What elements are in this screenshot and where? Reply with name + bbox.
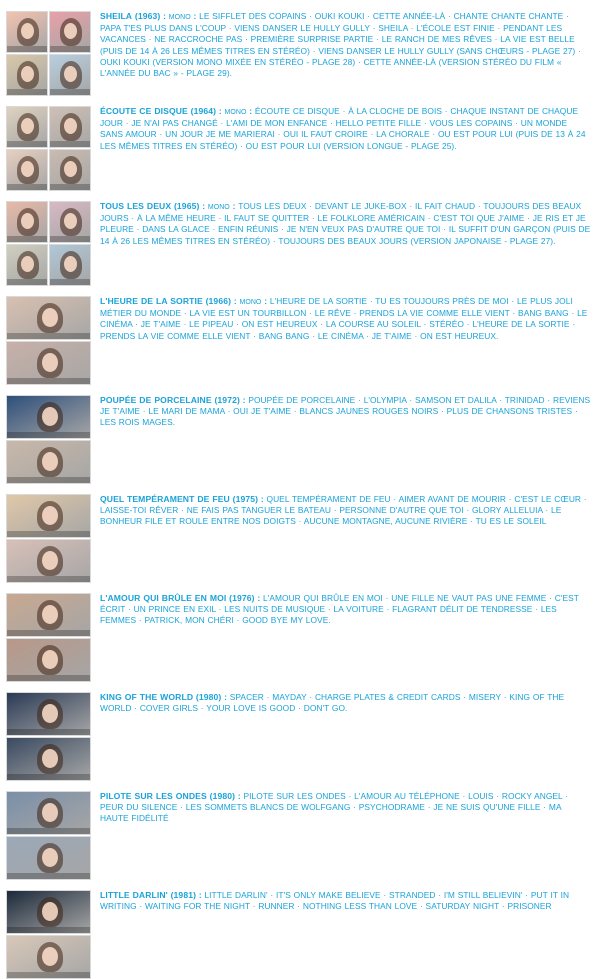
album-year: (1976) xyxy=(229,593,255,603)
album-cover-thumbnail xyxy=(49,244,91,286)
album-text-block xyxy=(92,889,592,912)
album-tracks-text: TOUS LES DEUX · DEVANT LE JUKE-BOX · IL FAIT CHAUD · TOUJOURS DES BEAUX JOURS · À LA MÊME HEURE · IL FAUT SE QUITTER · LE FOLKLORE AMÉRICAIN · C'EST TOI QUE J'AIME · JE RIS ET JE PLEURE · DANS LA GLACE · ENFIN RÉUNIS · JE N'EN VEUX PAS D'AUTRE QUE TOI · IL SUFFIT D'UN GARÇON (PUIS DE 14 À 26 LES MÊMES TITRES EN STÉRÉO) · TOUJOURS DES BEAUX JOURS (VERSION JAPONAISE - PLAGE 27). xyxy=(100,201,591,246)
album-year: (1966) xyxy=(205,296,232,306)
album-tracks-text: L'AMOUR QUI BRÛLE EN MOI · UNE FILLE NE VAUT PAS UNE FEMME · C'EST ÉCRIT · UN PRINCE EN EXIL · LES NUITS DE MUSIQUE · LA VOITURE · FLAGRANT DÉLIT DE TENDRESSE · LES FEMMES · PATRICK, MON CHÉRI · GOOD BYE MY LOVE. xyxy=(100,593,579,626)
album-year: (1964) xyxy=(190,106,217,116)
album-tracks-text: LE SIFFLET DES COPAINS · OUKI KOUKI · CETTE ANNÉE-LÀ · CHANTE CHANTE CHANTE · PAPA T'ES PLUS DANS L'COUP · VIENS DANSER LE HULLY GULLY · SHEILA · L'ÉCOLE EST FINIE · PENDANT LES VACANCES · NE RACCROCHE PAS · PREMIÈRE SURPRISE PARTIE · LE RANCH DE MES RÊVES · LA VIE EST BELLE (PUIS DE 14 À 26 LES MÊMES TITRES EN STÉRÉO) · VIENS DANSER LE HULLY GULLY (SANS CHŒURS - PLAGE 27) · OUKI KOUKI (VERSION MONO MIXÉE EN STÉRÉO - PLAGE 28) · CETTE ANNÉE-LÀ (VERSION STÉRÉO DU FILM « L'ANNÉE DU BAC » - PLAGE 29). xyxy=(100,11,581,79)
album-format: MONO xyxy=(168,14,191,21)
album-cover-thumbnail xyxy=(49,11,91,53)
album-cover-thumbnail xyxy=(49,106,91,148)
album-cover-thumbnail xyxy=(6,11,48,53)
album-title: L'AMOUR QUI BRÛLE EN MOI xyxy=(100,593,227,603)
album-cover-thumbnail xyxy=(6,836,91,880)
album-tracklist: L'AMOUR QUI BRÛLE EN MOI (1976) : L'AMOUR QUI BRÛLE EN MOI · UNE FILLE NE VAUT PAS UNE FEMME · C'EST ÉCRIT · UN PRINCE EN EXIL · LES NUITS DE MUSIQUE · LA VOITURE · FLAGRANT DÉLIT DE TENDRESSE · LES FEMMES · PATRICK, MON CHÉRI · GOOD BYE MY LOVE. xyxy=(100,593,579,626)
album-cover-thumbnail xyxy=(6,296,91,340)
album-cover-thumbnail xyxy=(6,395,91,439)
album-cover-thumbnail xyxy=(6,244,48,286)
album-tracklist: QUEL TEMPÉRAMENT DE FEU (1975) : QUEL TEMPÉRAMENT DE FEU · AIMER AVANT DE MOURIR · C'EST LE CŒUR · LAISSE-TOI RÊVER · NE FAIS PAS TANGUER LE BATEAU · PERSONNE D'AUTRE QUE TOI · GLORY ALLELUIA · LE BONHEUR FILE ET ROULE ENTRE NOS DOIGTS · AUCUNE MONTAGNE, AUCUNE RIVIÈRE · TU ES LE SOLEIL xyxy=(100,494,587,527)
album-tracklist: TOUS LES DEUX (1965) : MONO : TOUS LES DEUX · DEVANT LE JUKE-BOX · IL FAIT CHAUD · TOUJOURS DES BEAUX JOURS · À LA MÊME HEURE · IL FAUT SE QUITTER · LE FOLKLORE AMÉRICAIN · C'EST TOI QUE J'AIME · JE RIS ET JE PLEURE · DANS LA GLACE · ENFIN RÉUNIS · JE N'EN VEUX PAS D'AUTRE QUE TOI · IL SUFFIT D'UN GARÇON (PUIS DE 14 À 26 LES MÊMES TITRES EN STÉRÉO) · TOUJOURS DES BEAUX JOURS (VERSION JAPONAISE - PLAGE 27). xyxy=(100,201,591,246)
album-title: SHEILA xyxy=(100,11,133,21)
album-cover-thumbnails xyxy=(6,889,92,979)
album-text-block xyxy=(92,105,592,152)
album-cover-thumbnail xyxy=(49,201,91,243)
album-list xyxy=(6,10,592,979)
album-title: PILOTE SUR LES ONDES xyxy=(100,791,207,801)
album-tracks-text: ÉCOUTE CE DISQUE · À LA CLOCHE DE BOIS · CHAQUE INSTANT DE CHAQUE JOUR · JE N'AI PAS CHANGÉ · L'AMI DE MON ENFANCE · HELLO PETITE FILLE · VOUS LES COPAINS · UN MONDE SANS AMOUR · UN JOUR JE ME MARIERAI · OUI IL FAUT CROIRE · LA CHORALE · OU EST POUR LUI (PUIS DE 13 À 24 LES MÊMES TITRES EN STÉRÉO) · OU EST POUR LUI (VERSION LONGUE - PLAGE 25). xyxy=(100,106,586,151)
album-title: KING OF THE WORLD xyxy=(100,692,194,702)
album-cover-thumbnail xyxy=(49,54,91,96)
album-title: L'HEURE DE LA SORTIE xyxy=(100,296,203,306)
album-tracklist: LITTLE DARLIN' (1981) : LITTLE DARLIN' · IT'S ONLY MAKE BELIEVE · STRANDED · I'M STILL BELIEVIN' · PUT IT IN WRITING · WAITING FOR THE NIGHT · RUNNER · NOTHING LESS THAN LOVE · SATURDAY NIGHT · PRISONER xyxy=(100,890,570,912)
album-tracklist: PILOTE SUR LES ONDES (1980) : PILOTE SUR LES ONDES · L'AMOUR AU TÉLÉPHONE · LOUIS · ROCKY ANGEL · PEUR DU SILENCE · LES SOMMETS BLANCS DE WOLFGANG · PSYCHODRAME · JE NE SUIS QU'UNE FILLE · MA HAUTE FIDÉLITÉ xyxy=(100,791,569,824)
album-tracks-text: L'HEURE DE LA SORTIE · TU ES TOUJOURS PRÈS DE MOI · LE PLUS JOLI MÉTIER DU MONDE · LA VIE EST UN TOURBILLON · LE RÊVE · PRENDS LA VIE COMME ELLE VIENT · BANG BANG · LE CINÉMA · JE T'AIME · LE PIPEAU · ON EST HEUREUX · LA COURSE AU SOLEIL · STÉRÉO · L'HEURE DE LA SORTIE · PRENDS LA VIE COMME ELLE VIENT · BANG BANG · LE CINÉMA · JE T'AIME · ON EST HEUREUX. xyxy=(100,296,588,341)
album-tracks-text: POUPÉE DE PORCELAINE · L'OLYMPIA · SAMSON ET DALILA · TRINIDAD · REVIENS JE T'AIME · LE MARI DE MAMA · OUI JE T'AIME · BLANCS JAUNES ROUGES NOIRS · PLUS DE CHANSONS TRISTES · LES ROIS MAGES. xyxy=(100,395,591,428)
album-entry xyxy=(6,592,592,682)
album-title: TOUS LES DEUX xyxy=(100,201,172,211)
album-tracks-text: QUEL TEMPÉRAMENT DE FEU · AIMER AVANT DE MOURIR · C'EST LE CŒUR · LAISSE-TOI RÊVER · NE FAIS PAS TANGUER LE BATEAU · PERSONNE D'AUTRE QUE TOI · GLORY ALLELUIA · LE BONHEUR FILE ET ROULE ENTRE NOS DOIGTS · AUCUNE MONTAGNE, AUCUNE RIVIÈRE · TU ES LE SOLEIL xyxy=(100,494,587,527)
album-entry xyxy=(6,200,592,286)
album-year: (1980) xyxy=(195,692,222,702)
album-entry xyxy=(6,493,592,583)
album-year: (1980) xyxy=(209,791,236,801)
album-cover-thumbnails xyxy=(6,691,92,781)
album-cover-thumbnail xyxy=(6,692,91,736)
album-cover-thumbnail xyxy=(6,638,91,682)
album-cover-thumbnail xyxy=(6,539,91,583)
album-text-block xyxy=(92,790,592,825)
album-cover-thumbnails xyxy=(6,200,92,286)
album-cover-thumbnail xyxy=(6,890,91,934)
album-cover-thumbnails xyxy=(6,105,92,191)
album-cover-thumbnails xyxy=(6,10,92,96)
album-tracklist: KING OF THE WORLD (1980) : SPACER · MAYDAY · CHARGE PLATES & CREDIT CARDS · MISERY · KING OF THE WORLD · COVER GIRLS · YOUR LOVE IS GOOD · DON'T GO. xyxy=(100,692,565,714)
album-cover-thumbnail xyxy=(6,201,48,243)
album-text-block xyxy=(92,691,592,714)
album-entry xyxy=(6,105,592,191)
album-entry xyxy=(6,10,592,96)
album-tracklist: L'HEURE DE LA SORTIE (1966) : MONO : L'HEURE DE LA SORTIE · TU ES TOUJOURS PRÈS DE MOI · LE PLUS JOLI MÉTIER DU MONDE · LA VIE EST UN TOURBILLON · LE RÊVE · PRENDS LA VIE COMME ELLE VIENT · BANG BANG · LE CINÉMA · JE T'AIME · LE PIPEAU · ON EST HEUREUX · LA COURSE AU SOLEIL · STÉRÉO · L'HEURE DE LA SORTIE · PRENDS LA VIE COMME ELLE VIENT · BANG BANG · LE CINÉMA · JE T'AIME · ON EST HEUREUX. xyxy=(100,296,588,341)
album-format: MONO xyxy=(207,204,230,211)
album-entry xyxy=(6,889,592,979)
album-cover-thumbnail xyxy=(6,935,91,979)
album-title: QUEL TEMPÉRAMENT DE FEU xyxy=(100,494,230,504)
album-entry xyxy=(6,295,592,385)
album-tracklist: SHEILA (1963) : MONO : LE SIFFLET DES COPAINS · OUKI KOUKI · CETTE ANNÉE-LÀ · CHANTE CHANTE CHANTE · PAPA T'ES PLUS DANS L'COUP · VIENS DANSER LE HULLY GULLY · SHEILA · L'ÉCOLE EST FINIE · PENDANT LES VACANCES · NE RACCROCHE PAS · PREMIÈRE SURPRISE PARTIE · LE RANCH DE MES RÊVES · LA VIE EST BELLE (PUIS DE 14 À 26 LES MÊMES TITRES EN STÉRÉO) · VIENS DANSER LE HULLY GULLY (SANS CHŒURS - PLAGE 27) · OUKI KOUKI (VERSION MONO MIXÉE EN STÉRÉO - PLAGE 28) · CETTE ANNÉE-LÀ (VERSION STÉRÉO DU FILM « L'ANNÉE DU BAC » - PLAGE 29). xyxy=(100,11,581,79)
album-cover-thumbnail xyxy=(6,494,91,538)
album-cover-thumbnails xyxy=(6,493,92,583)
album-year: (1965) xyxy=(173,201,200,211)
album-year: (1963) xyxy=(134,11,161,21)
album-tracks-text: LITTLE DARLIN' · IT'S ONLY MAKE BELIEVE · STRANDED · I'M STILL BELIEVIN' · PUT IT IN WRITING · WAITING FOR THE NIGHT · RUNNER · NOTHING LESS THAN LOVE · SATURDAY NIGHT · PRISONER xyxy=(100,890,570,912)
album-text-block xyxy=(92,10,592,79)
album-cover-thumbnails xyxy=(6,592,92,682)
album-tracks-text: SPACER · MAYDAY · CHARGE PLATES & CREDIT CARDS · MISERY · KING OF THE WORLD · COVER GIRLS · YOUR LOVE IS GOOD · DON'T GO. xyxy=(100,692,565,714)
album-cover-thumbnail xyxy=(49,149,91,191)
album-cover-thumbnail xyxy=(6,106,48,148)
album-text-block xyxy=(92,295,592,342)
album-cover-thumbnail xyxy=(6,737,91,781)
album-cover-thumbnail xyxy=(6,341,91,385)
album-year: (1972) xyxy=(214,395,240,405)
album-tracks-text: PILOTE SUR LES ONDES · L'AMOUR AU TÉLÉPHONE · LOUIS · ROCKY ANGEL · PEUR DU SILENCE · LES SOMMETS BLANCS DE WOLFGANG · PSYCHODRAME · JE NE SUIS QU'UNE FILLE · MA HAUTE FIDÉLITÉ xyxy=(100,791,569,824)
album-cover-thumbnail xyxy=(6,440,91,484)
album-text-block xyxy=(92,394,592,429)
album-cover-thumbnail xyxy=(6,149,48,191)
album-format: MONO xyxy=(239,299,262,306)
album-title: ÉCOUTE CE DISQUE xyxy=(100,106,188,116)
album-tracklist: POUPÉE DE PORCELAINE (1972) : POUPÉE DE PORCELAINE · L'OLYMPIA · SAMSON ET DALILA · TRINIDAD · REVIENS JE T'AIME · LE MARI DE MAMA · OUI JE T'AIME · BLANCS JAUNES ROUGES NOIRS · PLUS DE CHANSONS TRISTES · LES ROIS MAGES. xyxy=(100,395,591,428)
album-year: (1981) xyxy=(170,890,197,900)
album-entry xyxy=(6,790,592,880)
album-text-block xyxy=(92,592,592,627)
album-cover-thumbnails xyxy=(6,394,92,484)
album-cover-thumbnail xyxy=(6,791,91,835)
album-cover-thumbnail xyxy=(6,54,48,96)
album-title: POUPÉE DE PORCELAINE xyxy=(100,395,212,405)
album-cover-thumbnails xyxy=(6,295,92,385)
album-text-block xyxy=(92,200,592,247)
album-format: MONO xyxy=(224,109,247,116)
album-title: LITTLE DARLIN' xyxy=(100,890,168,900)
album-entry xyxy=(6,394,592,484)
album-tracklist: ÉCOUTE CE DISQUE (1964) : MONO : ÉCOUTE CE DISQUE · À LA CLOCHE DE BOIS · CHAQUE INSTANT DE CHAQUE JOUR · JE N'AI PAS CHANGÉ · L'AMI DE MON ENFANCE · HELLO PETITE FILLE · VOUS LES COPAINS · UN MONDE SANS AMOUR · UN JOUR JE ME MARIERAI · OUI IL FAUT CROIRE · LA CHORALE · OU EST POUR LUI (PUIS DE 13 À 24 LES MÊMES TITRES EN STÉRÉO) · OU EST POUR LUI (VERSION LONGUE - PLAGE 25). xyxy=(100,106,586,151)
album-entry xyxy=(6,691,592,781)
album-cover-thumbnails xyxy=(6,790,92,880)
album-year: (1975) xyxy=(232,494,259,504)
album-text-block xyxy=(92,493,592,528)
